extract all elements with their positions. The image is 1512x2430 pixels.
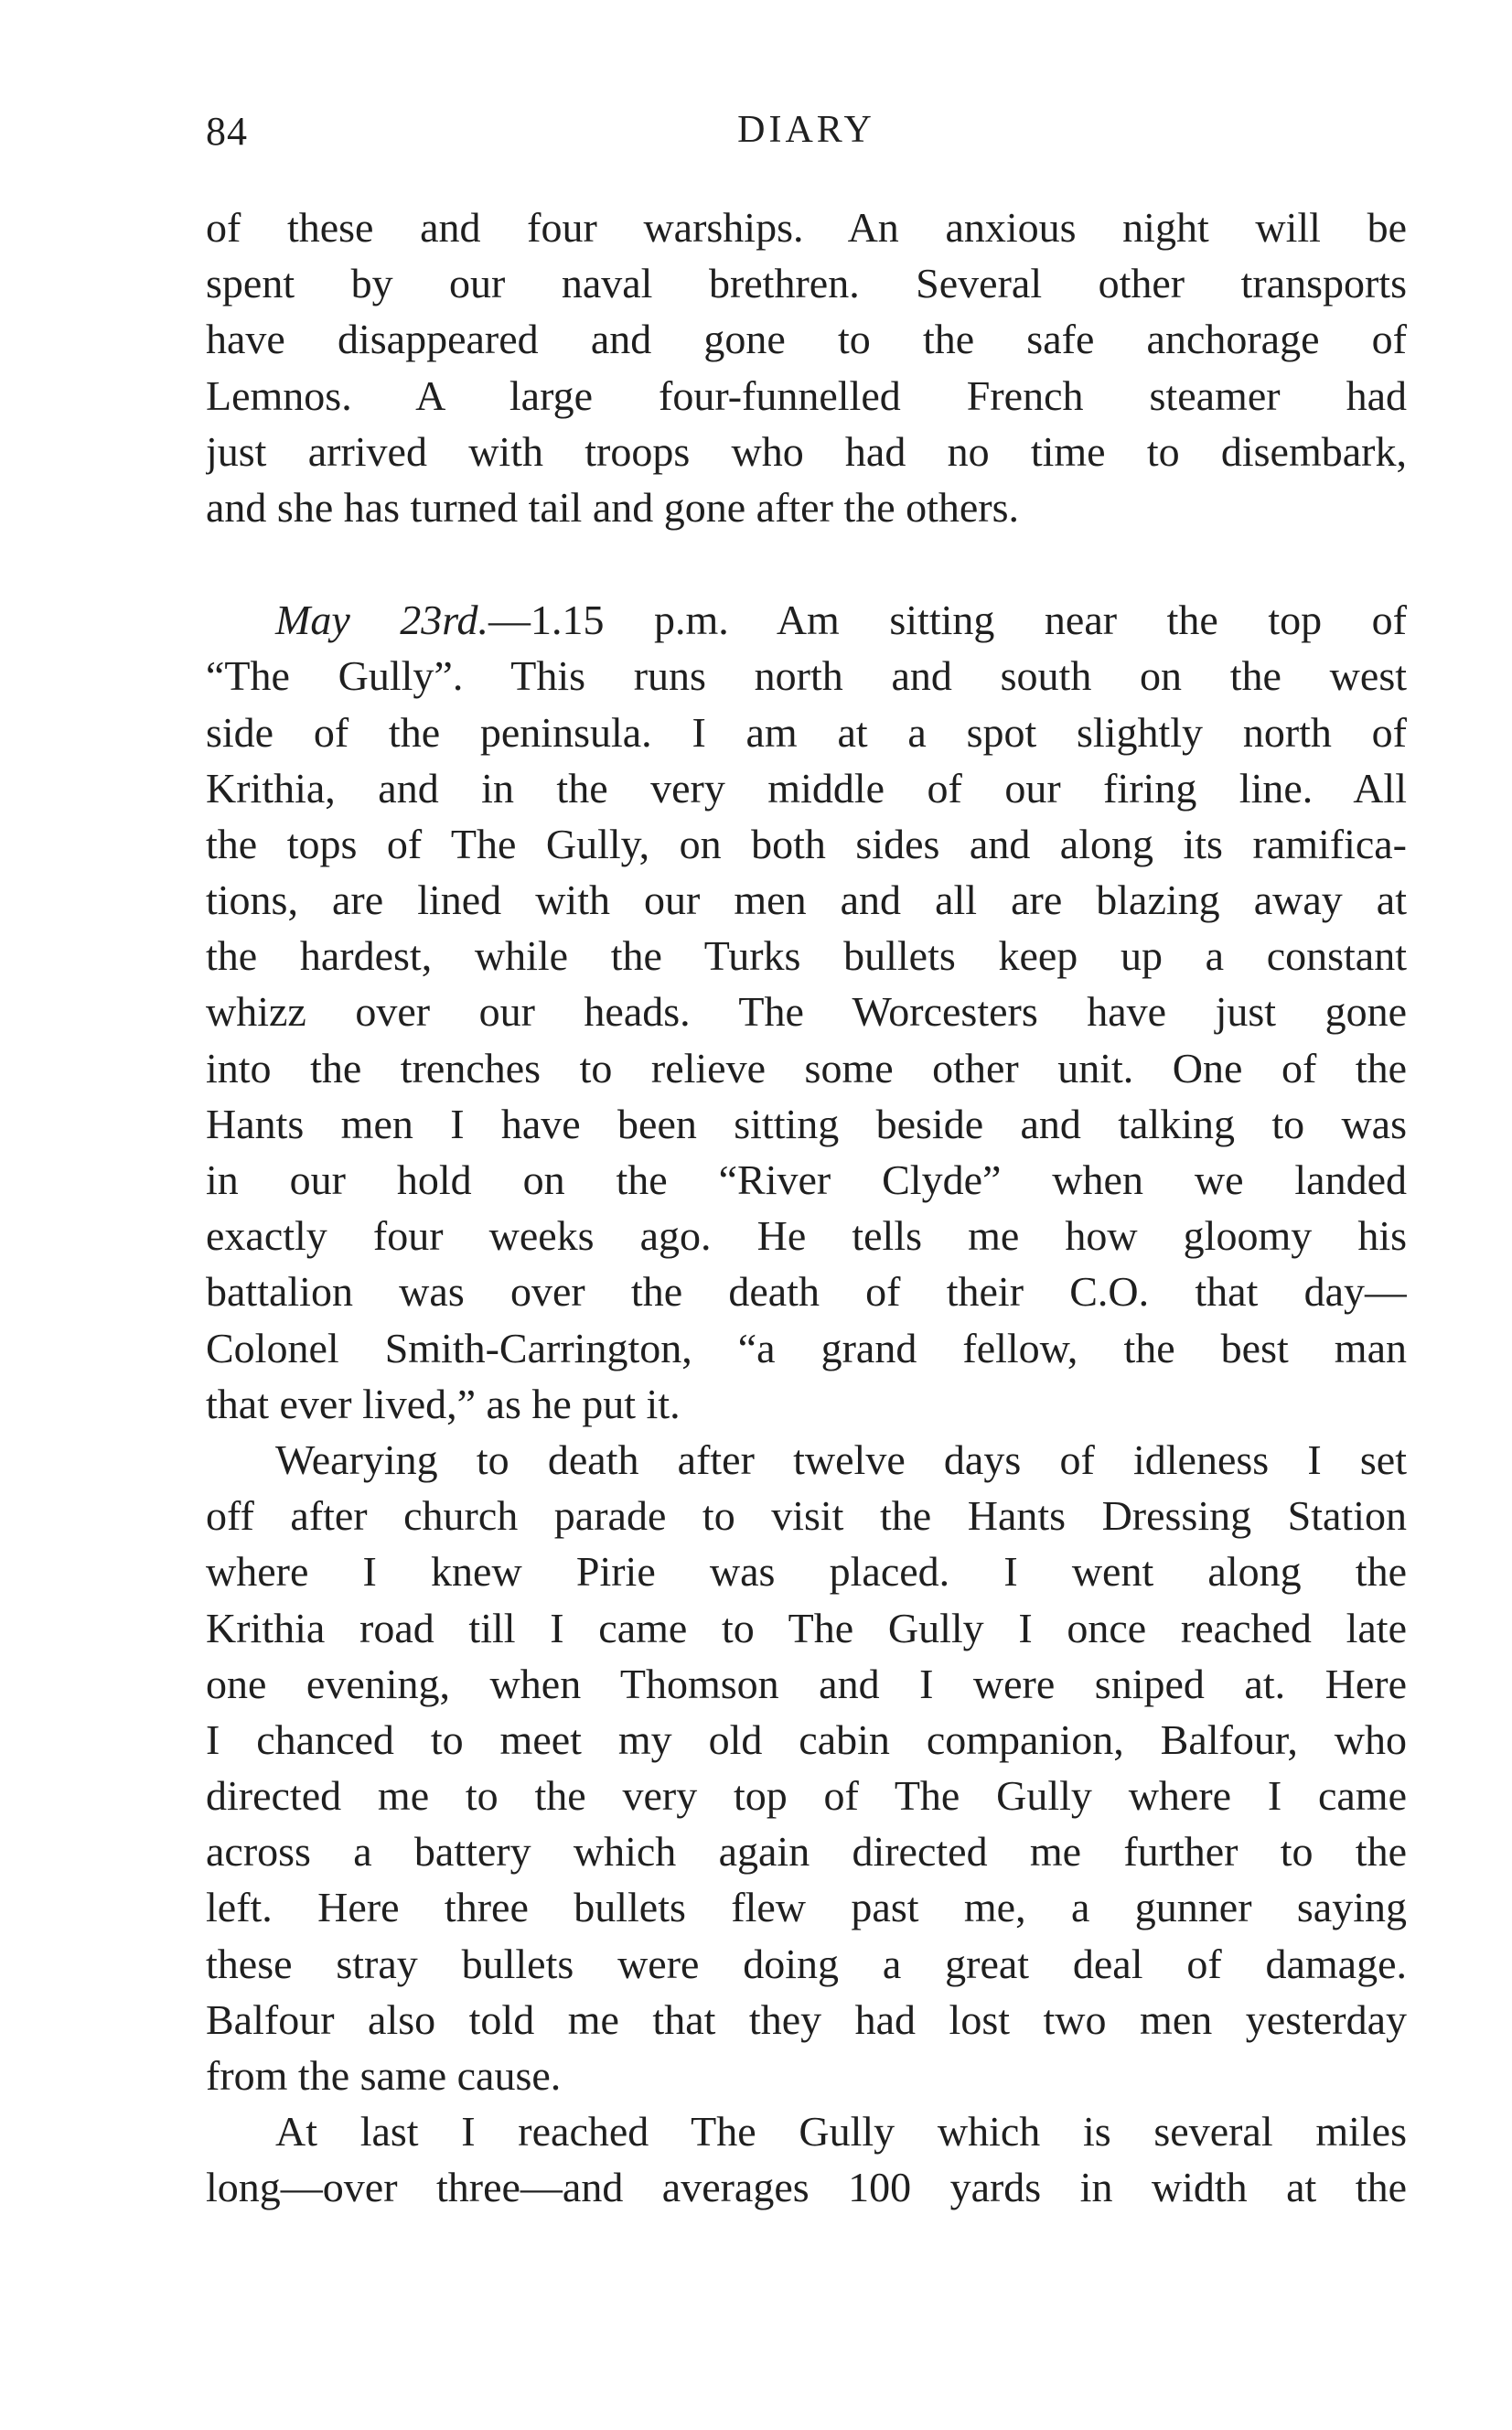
text-line: Colonel Smith-Carrington, “a grand fellow, the best man xyxy=(206,1324,1407,1371)
text-line: Wearying to death after twelve days of idleness I set xyxy=(275,1435,1407,1483)
text-line: Balfour also told me that they had lost two men yesterday xyxy=(206,1995,1407,2043)
text-line: whizz over our heads. The Worcesters have just gone xyxy=(206,988,1407,1036)
running-title: DIARY xyxy=(737,109,875,151)
text-line: exactly four weeks ago. He tells me how gloomy his xyxy=(206,1212,1407,1260)
text-line: I chanced to meet my old cabin companion, Balfour, who xyxy=(206,1715,1407,1763)
text-line: these stray bullets were doing a great deal of damage. xyxy=(206,1940,1407,1987)
text-line: in our hold on the “River Clyde” when we landed xyxy=(206,1156,1407,1203)
text-line: the tops of The Gully, on both sides and along its ramifica- xyxy=(206,820,1407,867)
text-line: battalion was over the death of their C.O. that day— xyxy=(206,1268,1407,1316)
text-line: from the same cause. xyxy=(206,2052,562,2099)
dated-entry-first-line xyxy=(206,592,1407,648)
text-line: long—over three—and averages 100 yards in width at the xyxy=(206,2164,1407,2211)
text-line: At last I reached The Gully which is several miles xyxy=(275,2108,1407,2156)
text-line: just arrived with troops who had no time to disembark, xyxy=(206,427,1407,475)
text-line: left. Here three bullets flew past me, a gunner saying xyxy=(206,1884,1407,1931)
text-line: Krithia road till I came to The Gully I once reached late xyxy=(206,1604,1407,1651)
text-line: off after church parade to visit the Hants Dressing Station xyxy=(206,1492,1407,1540)
text-line: tions, are lined with our men and all are blazing away at xyxy=(206,876,1407,924)
entry-time-text: —1.15 p.m. Am sitting near the top of xyxy=(488,597,1407,644)
text-line: Lemnos. A large four-funnelled French steamer had xyxy=(206,371,1407,419)
text-line: where I knew Pirie was placed. I went along the xyxy=(206,1548,1407,1596)
body-text xyxy=(206,199,1407,2216)
text-line: directed me to the very top of The Gully where I came xyxy=(206,1772,1407,1820)
text-line: spent by our naval brethren. Several other transports xyxy=(206,260,1407,307)
entry-date: May 23rd. xyxy=(275,597,488,644)
text-line: side of the peninsula. I am at a spot slightly north of xyxy=(206,708,1407,756)
text-line: “The Gully”. This runs north and south on the west xyxy=(206,652,1407,700)
text-line: the hardest, while the Turks bullets keep up a constant xyxy=(206,932,1407,980)
text-line: and she has turned tail and gone after the others. xyxy=(206,483,1020,531)
text-line: into the trenches to relieve some other unit. One of the xyxy=(206,1044,1407,1091)
text-line: of these and four warships. An anxious night will be xyxy=(206,204,1407,251)
section-gap xyxy=(206,535,1407,592)
page-number: 84 xyxy=(206,109,248,154)
text-line: have disappeared and gone to the safe anchorage of xyxy=(206,316,1407,363)
text-line: Hants men I have been sitting beside and talking to was xyxy=(206,1100,1407,1147)
text-line: one evening, when Thomson and I were sniped at. Here xyxy=(206,1660,1407,1707)
text-line: that ever lived,” as he put it. xyxy=(206,1380,681,1427)
text-line: across a battery which again directed me further to the xyxy=(206,1828,1407,1876)
running-head xyxy=(206,108,1407,163)
text-line: Krithia, and in the very middle of our firing line. All xyxy=(206,764,1407,812)
